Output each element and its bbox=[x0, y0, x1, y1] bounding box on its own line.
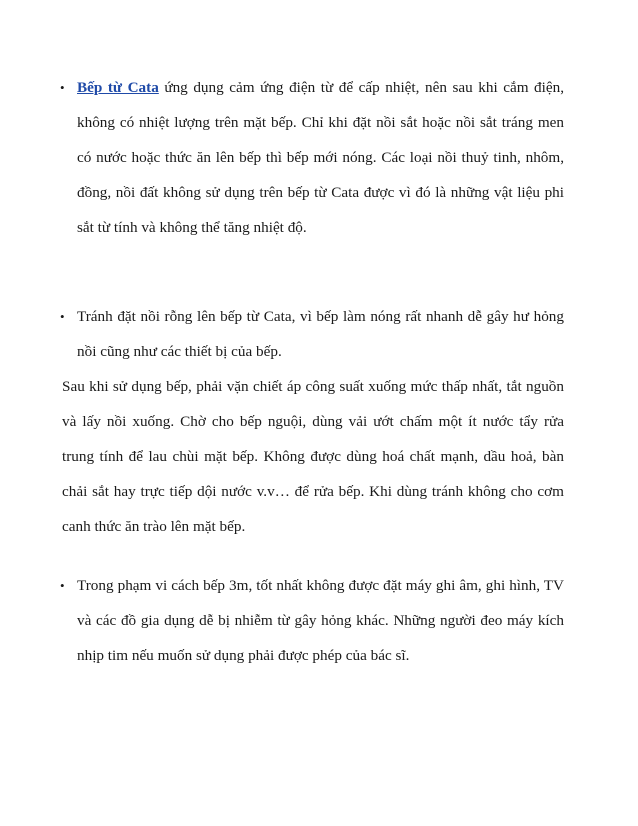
paragraph-text: ứng dụng cảm ứng điện từ để cấp nhiệt, nên sau khi cắm điện, không có nhiệt lượng trên mặt bếp. Chỉ khi đặt nồi sắt hoặc nồi sắt tráng men có nước hoặc thức ăn lên bếp thì bếp mới nóng. Các loại nồi thuỷ tinh, nhôm, đồng, nồi đất không sử dụng trên bếp từ Cata được vì đó là những vật liệu phi sắt từ tính và không thể tăng nhiệt độ. bbox=[77, 79, 564, 236]
bullet-item-interference bbox=[62, 568, 564, 673]
bullet-item-cata-induction bbox=[62, 70, 564, 245]
bullet-icon: • bbox=[60, 80, 65, 95]
bullet-icon: • bbox=[60, 578, 65, 593]
paragraph-text: Trong phạm vi cách bếp 3m, tốt nhất không được đặt máy ghi âm, ghi hình, TV và các đồ gia dụng dễ bị nhiễm từ gây hỏng khác. Những người đeo máy kích nhịp tim nếu muốn sử dụng phải được phép của bác sĩ. bbox=[77, 577, 564, 664]
bullet-icon: • bbox=[60, 309, 65, 324]
paragraph-text: Sau khi sử dụng bếp, phải vặn chiết áp công suất xuống mức thấp nhất, tắt nguồn và lấy nồi xuống. Chờ cho bếp nguội, dùng vải ướt chấm một ít nước tẩy rửa trung tính để lau chùi mặt bếp. Không được dùng hoá chất mạnh, dầu hoả, bàn chải sắt hay trực tiếp dội nước v.v… để rửa bếp. Khi dùng tránh không cho cơm canh thức ăn trào lên mặt bếp. bbox=[62, 378, 564, 535]
bep-tu-cata-link[interactable]: Bếp từ Cata bbox=[77, 79, 159, 96]
paragraph-text: Tránh đặt nồi rỗng lên bếp từ Cata, vì bếp làm nóng rất nhanh dễ gây hư hỏng nồi cũng như các thiết bị của bếp. bbox=[77, 308, 564, 360]
bullet-item-empty-pot bbox=[62, 299, 564, 369]
paragraph-cleaning bbox=[62, 369, 564, 544]
